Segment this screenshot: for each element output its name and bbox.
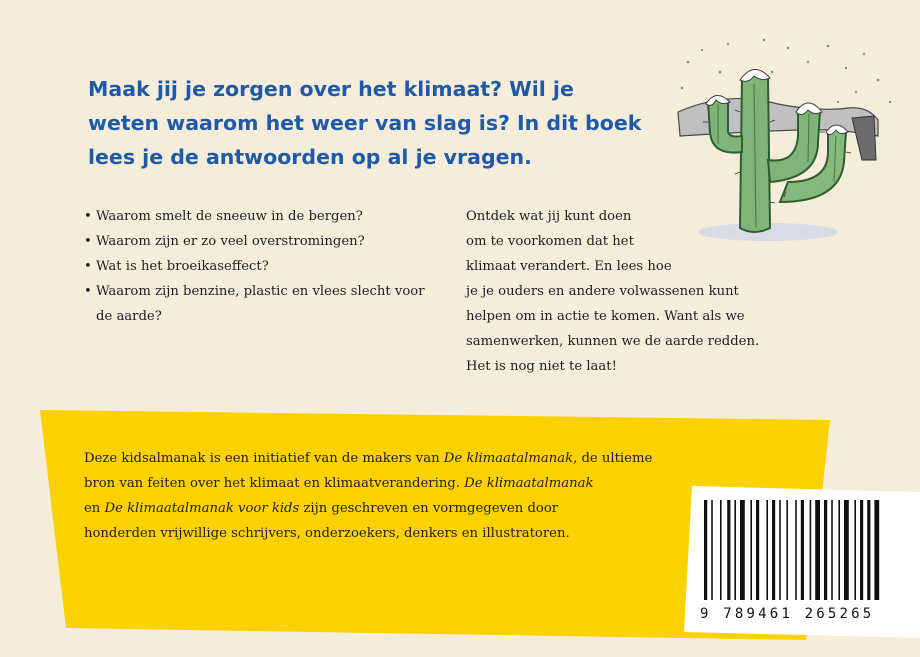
barcode-bar [801, 500, 804, 600]
barcode-bar [756, 500, 759, 600]
isbn-number: 9 789461 265265 [700, 606, 875, 622]
barcode-bar [734, 500, 736, 600]
barcode-bar [844, 500, 849, 600]
side-line: klimaat verandert. En lees hoe [466, 259, 672, 274]
barcode-bar [874, 500, 879, 600]
barcode-bar [860, 500, 863, 600]
barcode-bar [720, 500, 722, 600]
info-line: honderden vrijwillige schrijvers, onderzoekers, denkers en illustratoren. [84, 526, 570, 541]
side-line: om te voorkomen dat het [466, 234, 634, 249]
book-title: De klimaatalmanak voor kids [104, 501, 300, 516]
barcode-bar [740, 500, 745, 600]
barcode-bar [750, 500, 752, 600]
list-item: • Waarom zijn er zo veel overstromingen? [84, 229, 444, 254]
barcode-bar [727, 500, 730, 600]
barcode-bar [831, 500, 833, 600]
info-line: en De klimaatalmanak voor kids zijn geschreven en vormgegeven door [84, 501, 559, 516]
barcode-bar [786, 500, 788, 600]
list-item: • Waarom smelt de sneeuw in de bergen? [84, 204, 444, 229]
question-list [84, 204, 444, 329]
list-item: • Waarom zijn benzine, plastic en vlees slecht voor de aarde? [84, 279, 444, 329]
barcode-bar [779, 500, 781, 600]
info-line: bron van feiten over het klimaat en klimaatverandering. De klimaatalmanak [84, 476, 594, 491]
barcode-bar [772, 500, 775, 600]
side-line: je je ouders en andere volwassenen kunt [466, 284, 739, 299]
side-line: samenwerken, kunnen we de aarde redden. [466, 334, 760, 349]
barcode-bar [867, 500, 870, 600]
barcode-bar [704, 500, 707, 600]
side-line: helpen om in actie te komen. Want als we [466, 309, 745, 324]
list-item: • Wat is het broeikaseffect? [84, 254, 444, 279]
side-line: Het is nog niet te laat! [466, 359, 617, 374]
cactus-illustration [668, 32, 904, 250]
side-line: Ontdek wat jij kunt doen [466, 209, 632, 224]
barcode-bar [854, 500, 856, 600]
barcode-bar [711, 500, 713, 600]
book-title: De klimaatalmanak [464, 476, 594, 491]
info-line: Deze kidsalmanak is een initiatief van de makers van De klimaatalmanak, de ultieme [84, 451, 653, 466]
book-title: De klimaatalmanak [443, 451, 574, 466]
barcode-bar [824, 500, 827, 600]
barcode-bar [815, 500, 820, 600]
barcode-bar [810, 500, 812, 600]
barcode-bar [766, 500, 768, 600]
info-paragraph [84, 446, 784, 546]
barcode-bar [838, 500, 840, 600]
barcode-bar [795, 500, 797, 600]
headline: Maak jij je zorgen over het klimaat? Wil je weten waarom het weer van slag is? In dit boek lees je de antwoorden op al je vragen. [88, 77, 642, 169]
